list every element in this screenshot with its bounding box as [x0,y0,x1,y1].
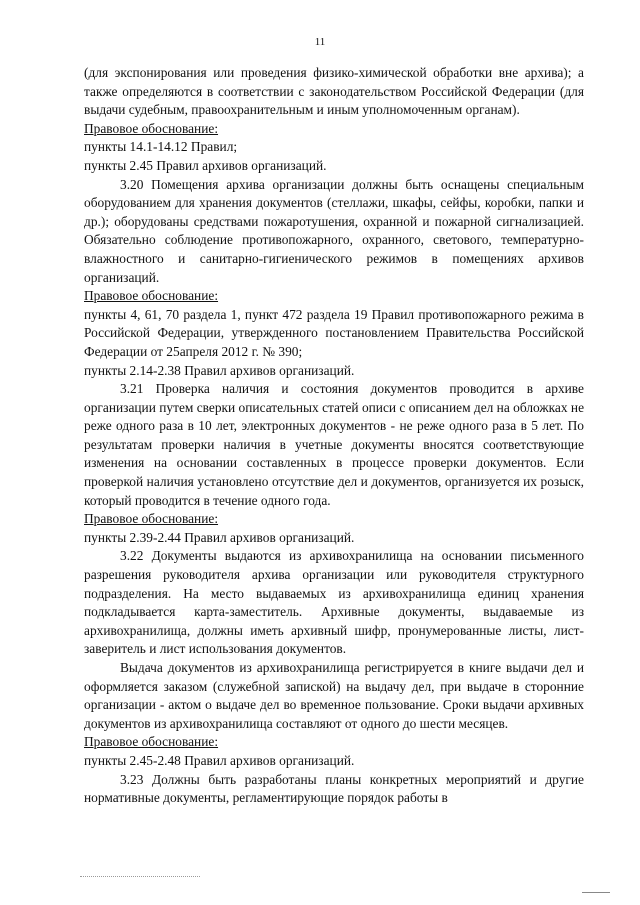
paragraph-3-21: 3.21 Проверка наличия и состояния документов проводится в архиве организации путем сверки описательных статей описи с описанием дел на обложках не реже одного раза в 10 лет, электронных документов - не реже одного раза в 5 лет. По результатам проверки наличия в учетные документы вносятся соответствующие изменения на основании составленных в процессе проверки документов. Если проверкой наличия установлено отсутствие дел и документов, организуется их розыск, который проводится в течение одного года. [84,381,585,508]
legal-basis-heading: Правовое обоснование: [84,120,219,136]
page-number: 11 [314,36,326,48]
scan-artifact-dots [80,876,200,880]
paragraph-issuance-registration: Выдача документов из архивохранилища регистрируется в книге выдачи дел и оформляется заказом (служебной запиской) на выдачу дел, при выдаче в сторонние организации - актом о выдаче дел во временное пользование. Сроки выдачи архивных документов из архивохранилища составляют от одного до шести месяцев. [84,660,584,731]
legal-reference: пункты 2.14-2.38 Правил архивов организаций. [84,362,355,378]
paragraph-3-23: 3.23 Должны быть разработаны планы конкретных мероприятий и другие нормативные документы, регламентирующие порядок работы в [84,771,584,806]
paragraph-3-20: 3.20 Помещения архива организации должны быть оснащены специальным оборудованием для хранения документов (стеллажи, шкафы, сейфы, коробки, папки и др.); оборудованы средствами пожаротушения, охранной и пожарной сигнализацией. Обязательно соблюдение противопожарного, охранного, светового, температурно-влажностного и санитарно-гигиенического режимов в помещениях архивов организаций. [84,176,584,285]
legal-basis-heading: Правовое обоснование: [84,511,219,527]
legal-reference: пункты 2.45-2.48 Правил архивов организаций. [84,752,355,768]
document-body [84,64,584,808]
paragraph-3-22: 3.22 Документы выдаются из архивохранилища на основании письменного разрешения руководителя архива организации или руководителя структурного подразделения. На место выдаваемых из архивохранилища единиц хранения подкладывается карта-заместитель. Архивные документы, выдаваемые из архивохранилища, должны иметь архивный шифр, пронумерованные листы, лист-заверитель и лист использования документов. [84,548,584,657]
legal-reference: пункты 4, 61, 70 раздела 1, пункт 472 раздела 19 Правил противопожарного режима в Российской Федерации, утвержденного постановлением Правительства Российской Федерации от 25апреля 2012 г. № 390; [84,306,584,359]
legal-basis-heading: Правовое обоснование: [84,288,219,304]
legal-reference: пункты 14.1-14.12 Правил; [84,139,238,155]
legal-basis-heading: Правовое обоснование: [84,734,219,750]
scan-artifact-dash [582,892,610,893]
legal-reference: пункты 2.39-2.44 Правил архивов организаций. [84,529,355,545]
paragraph-continuation: (для экспонирования или проведения физико-химической обработки вне архива); а также определяются в соответствии с законодательством Российской Федерации (для выдачи судебным, правоохранительным и иным уполномоченным органам). [84,65,584,118]
legal-reference: пункты 2.45 Правил архивов организаций. [84,157,327,173]
